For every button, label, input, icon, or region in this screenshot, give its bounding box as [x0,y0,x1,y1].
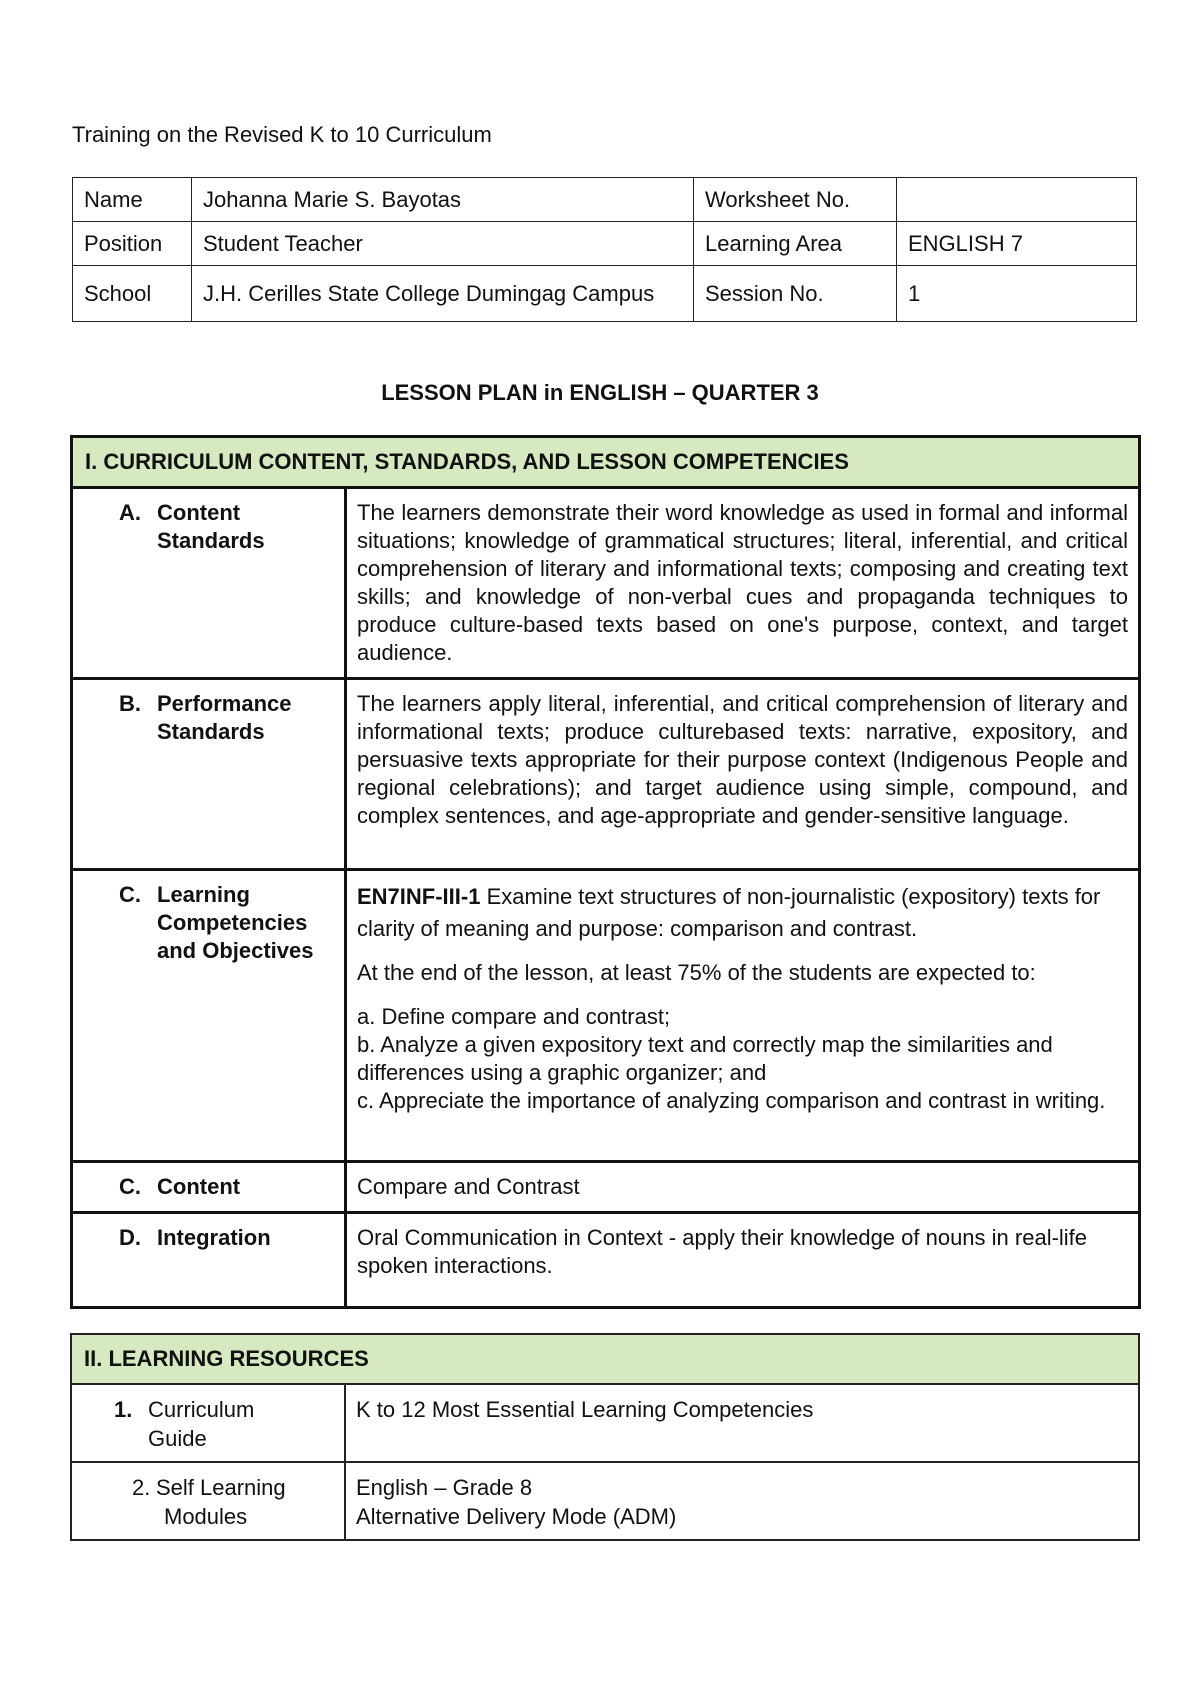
section-header [72,437,1140,488]
session-value: 1 [897,266,1137,322]
learning-area-value: ENGLISH 7 [897,222,1137,266]
resource-label-line: Modules [164,1504,248,1529]
integration-text: Oral Communication in Context - apply their knowledge of nouns in real-life spoken interactions. [346,1213,1140,1308]
learning-competencies-row [72,870,1140,1162]
objective-item: b. Analyze a given expository text and correctly map the similarities and differences using a graphic organizer; and [357,1032,1053,1085]
worksheet-value [897,178,1137,222]
section-title: I. CURRICULUM CONTENT, STANDARDS, AND LESSON COMPETENCIES [72,437,1140,488]
resource-line: K to 12 Most Essential Learning Competencies [356,1397,814,1422]
row-letter: A. [119,500,141,525]
training-title: Training on the Revised K to 10 Curriculum [72,122,492,147]
objectives-list [357,1003,1128,1115]
row-letter: B. [119,691,141,716]
resource-number: 1. [114,1397,133,1422]
school-label: School [73,266,192,322]
resource-label-line: Self Learning [156,1475,286,1500]
name-label: Name [73,178,192,222]
objectives-intro: At the end of the lesson, at least 75% of the students are expected to: [357,960,1036,985]
competency-statement [357,881,1128,945]
resource-label-line: Curriculum [148,1397,255,1422]
row-label [72,870,346,1162]
learning-competencies-body [346,870,1140,1162]
learning-resources-table [70,1333,1140,1541]
content-row [72,1162,1140,1213]
session-label: Session No. [694,266,897,322]
resource-line: English – Grade 8 [356,1475,533,1500]
resource-number: 2. [132,1475,151,1500]
section-header [71,1334,1139,1384]
integration-row [72,1213,1140,1308]
info-row-position [73,222,1137,266]
name-value: Johanna Marie S. Bayotas [192,178,694,222]
resource-description [345,1384,1139,1462]
resource-description [345,1462,1139,1540]
objective-item: a. Define compare and contrast; [357,1004,671,1029]
row-letter: C. [119,882,141,907]
objective-item: c. Appreciate the importance of analyzing comparison and contrast in writing. [357,1088,1106,1113]
content-standards-text: The learners demonstrate their word knowledge as used in formal and informal situations; knowledge of grammatical structures; literal, inferential, and critical comprehension of literary and informational texts; composing and creating text skills; and knowledge of non-verbal cues and propaganda techniques to produce culture-based texts based on one's purpose, context, and target audience. [346,488,1140,679]
resource-label-line: Guide [148,1426,207,1451]
performance-standards-row [72,679,1140,870]
lesson-plan-title: LESSON PLAN in ENGLISH – QUARTER 3 [381,380,819,405]
row-letter: D. [119,1225,141,1250]
content-text: Compare and Contrast [346,1162,1140,1213]
learning-area-label: Learning Area [694,222,897,266]
row-label-text: Learning Competencies and Objectives [157,882,314,963]
competency-text: Examine text structures of non-journalistic (expository) texts for clarity of meaning and purpose: comparison and contrast. [357,884,1101,941]
position-label: Position [73,222,192,266]
row-label [72,1162,346,1213]
row-label [72,679,346,870]
position-value: Student Teacher [192,222,694,266]
curriculum-section-table [70,435,1141,1309]
teacher-info-table [72,177,1137,322]
row-label [72,488,346,679]
resource-line: Alternative Delivery Mode (ADM) [356,1504,677,1529]
row-label-text: Performance Standards [157,691,292,744]
row-label [72,1213,346,1308]
info-row-school [73,266,1137,322]
worksheet-label: Worksheet No. [694,178,897,222]
section-title: II. LEARNING RESOURCES [71,1334,1139,1384]
row-label-text: Content [157,1174,241,1199]
row-letter: C. [119,1174,141,1199]
school-value: J.H. Cerilles State College Dumingag Campus [192,266,694,322]
resource-label [71,1462,345,1540]
content-standards-row [72,488,1140,679]
resource-row-curriculum-guide [71,1384,1139,1462]
resource-label [71,1384,345,1462]
performance-standards-text: The learners apply literal, inferential, and critical comprehension of literary and informational texts; produce culturebased texts: narrative, expository, and persuasive texts appropriate for their purpose context (Indigenous People and regional celebrations); and target audience using simple, compound, and complex sentences, and age-appropriate and gender-sensitive language. [346,679,1140,870]
competency-code: EN7INF-III-1 [357,884,481,909]
row-label-text: Integration [157,1225,271,1250]
row-label-text: Content Standards [157,500,265,553]
resource-row-self-learning-modules [71,1462,1139,1540]
info-row-name [73,178,1137,222]
